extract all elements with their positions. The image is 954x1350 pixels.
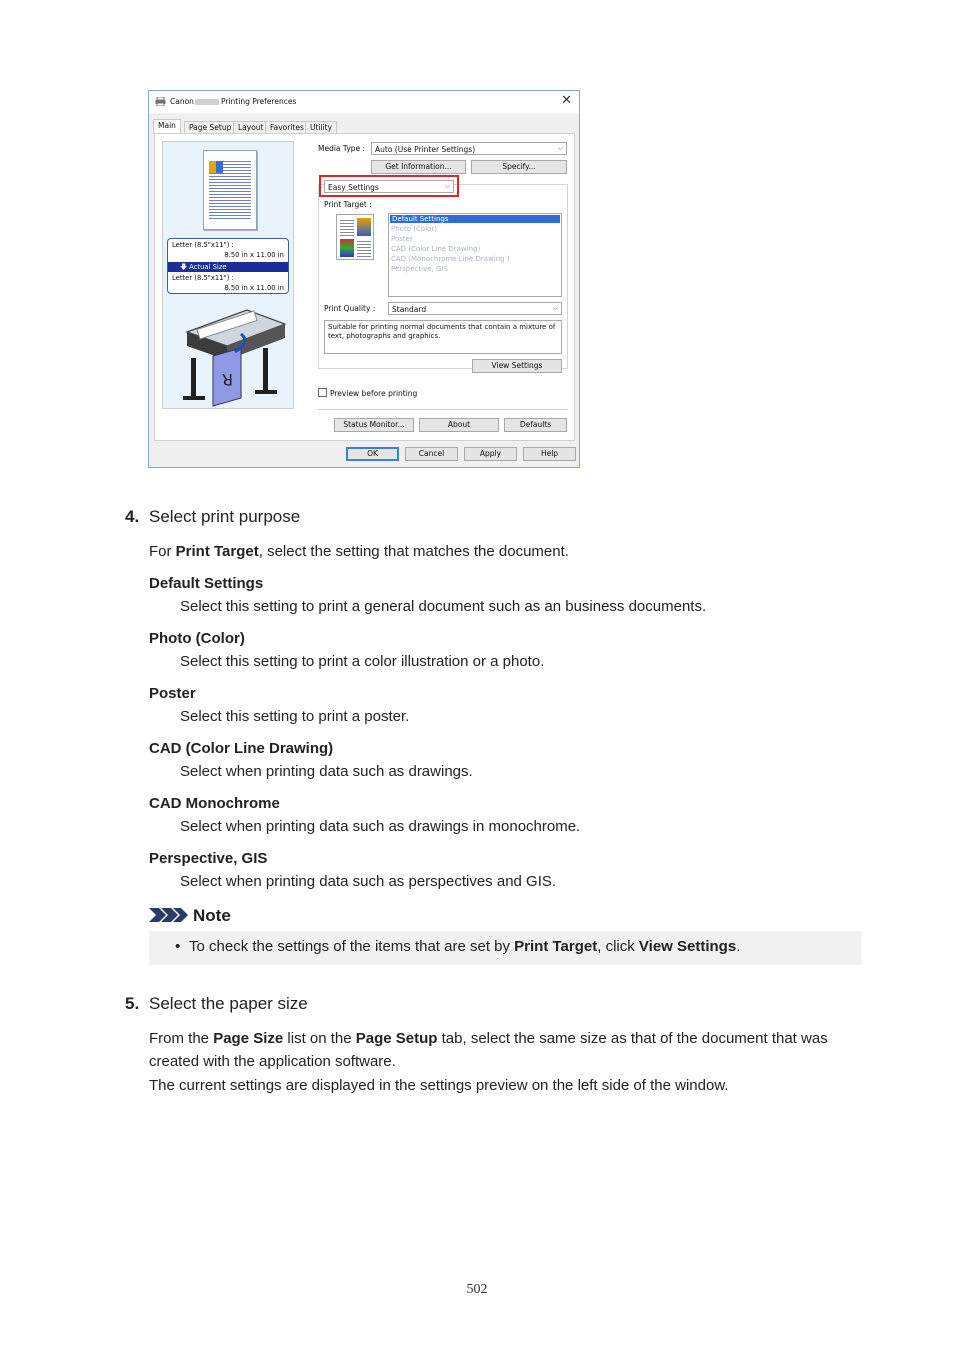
note-title: Note: [193, 906, 231, 925]
step-5-number: 5.: [125, 994, 140, 1013]
list-item-perspective-gis[interactable]: Perspective, GIS: [391, 265, 448, 273]
dialog-title-right: Printing Preferences: [221, 97, 297, 106]
print-target-label: Print Target :: [324, 200, 372, 209]
step-4-heading: [125, 507, 300, 527]
chevron-down-icon: ⌵: [444, 182, 450, 190]
term-cad-monochrome: CAD Monochrome: [149, 795, 280, 812]
desc-perspective-gis: Select when printing data such as perspectives and GIS.: [180, 873, 557, 890]
apply-button[interactable]: Apply: [464, 447, 517, 461]
svg-text:R: R: [221, 370, 233, 389]
desc-cad-color: Select when printing data such as drawings.: [180, 763, 473, 780]
list-item-default-settings[interactable]: Default Settings: [390, 215, 560, 223]
down-arrow-icon: 🡇: [180, 263, 190, 271]
tab-favorites[interactable]: Favorites: [265, 121, 309, 133]
media-type-label: Media Type :: [318, 144, 366, 153]
large-format-printer-icon: [177, 302, 287, 408]
list-item-poster[interactable]: Poster: [391, 235, 413, 243]
help-button[interactable]: Help: [523, 447, 576, 461]
step-4-intro: For Print Target, select the setting that matches the document.: [149, 543, 569, 560]
print-quality-select[interactable]: [388, 302, 562, 315]
view-settings-button[interactable]: View Settings: [472, 359, 562, 373]
print-target-description: Suitable for printing normal documents that contain a mixture of text, photographs and graphics.: [324, 320, 562, 354]
term-default-settings: Default Settings: [149, 575, 264, 592]
preview-before-printing-checkbox[interactable]: [318, 388, 327, 397]
close-icon[interactable]: ✕: [561, 93, 572, 108]
settings-preview: [162, 141, 294, 409]
tab-utility[interactable]: Utility: [305, 121, 337, 133]
main-tab-panel: [154, 133, 575, 441]
step-5-paragraph-2: The current settings are displayed in the settings preview on the left side of the window.: [149, 1077, 729, 1094]
actual-size-bar: [168, 262, 288, 272]
note-chevrons-icon: [149, 908, 189, 922]
size-line-1: Letter (8.5"x11") :: [172, 241, 234, 249]
chevron-down-icon: ⌵: [552, 304, 558, 312]
easy-settings-select[interactable]: [324, 180, 454, 193]
step-4-number: 4.: [125, 507, 140, 526]
term-perspective-gis: Perspective, GIS: [149, 850, 268, 867]
tab-page-setup[interactable]: Page Setup: [184, 121, 236, 133]
actual-size-label: Actual Size: [189, 263, 227, 271]
cancel-button[interactable]: Cancel: [405, 447, 458, 461]
photo-thumbnail-icon: [209, 161, 223, 173]
page-number: 502: [466, 1282, 488, 1297]
term-photo-color: Photo (Color): [149, 630, 245, 647]
step-5-paragraph-1: From the Page Size list on the Page Setup tab, select the same size as that of the document that was created with the application software.: [149, 1030, 828, 1070]
specify-button[interactable]: Specify...: [471, 160, 567, 174]
list-item-cad-monochrome[interactable]: CAD (Monochrome Line Drawing ): [391, 255, 510, 263]
redacted-model-name: [195, 99, 219, 105]
paper-size-info: [167, 238, 289, 294]
media-type-value: Auto (Use Printer Settings): [375, 145, 476, 154]
term-poster: Poster: [149, 685, 196, 702]
about-button[interactable]: About: [419, 418, 499, 432]
tab-layout[interactable]: Layout: [233, 121, 269, 133]
status-monitor-button[interactable]: Status Monitor...: [334, 418, 414, 432]
note-bullet: •: [175, 938, 181, 955]
print-target-list[interactable]: [388, 213, 562, 297]
tab-main[interactable]: Main: [153, 119, 181, 134]
print-target-thumbnail: [336, 214, 374, 260]
chevron-down-icon: ⌵: [557, 144, 563, 152]
paper-preview: [203, 150, 257, 230]
printing-preferences-dialog: [148, 90, 580, 468]
print-quality-value: Standard: [392, 305, 427, 314]
step-5-heading: [125, 994, 308, 1014]
size-line-4: 8.50 in x 11.00 in: [224, 284, 284, 292]
list-item-photo-color[interactable]: Photo (Color): [391, 225, 437, 233]
separator: [318, 409, 568, 410]
list-item-cad-color[interactable]: CAD (Color Line Drawing): [391, 245, 481, 253]
step-5-title: Select the paper size: [149, 994, 308, 1013]
desc-poster: Select this setting to print a poster.: [180, 708, 410, 725]
ok-button[interactable]: OK: [346, 447, 399, 461]
printer-icon: [155, 97, 166, 106]
note-text: To check the settings of the items that are set by Print Target, click View Settings.: [189, 938, 741, 955]
size-line-2: 8.50 in x 11.00 in: [224, 251, 284, 259]
get-information-button[interactable]: Get Information...: [371, 160, 466, 174]
preview-before-printing-label: Preview before printing: [330, 389, 418, 398]
print-quality-label: Print Quality :: [324, 304, 376, 313]
dialog-title-bar: [149, 91, 579, 113]
easy-settings-value: Easy Settings: [328, 183, 379, 192]
step-4-title: Select print purpose: [149, 507, 301, 526]
desc-photo-color: Select this setting to print a color illustration or a photo.: [180, 653, 545, 670]
dialog-title-left: Canon: [170, 97, 194, 106]
desc-default-settings: Select this setting to print a general document such as an business documents.: [180, 598, 707, 615]
media-type-select[interactable]: [371, 142, 567, 155]
defaults-button[interactable]: Defaults: [504, 418, 567, 432]
size-line-3: Letter (8.5"x11") :: [172, 274, 234, 282]
note-box: [149, 931, 861, 965]
desc-cad-monochrome: Select when printing data such as drawings in monochrome.: [180, 818, 581, 835]
term-cad-color: CAD (Color Line Drawing): [149, 740, 334, 757]
